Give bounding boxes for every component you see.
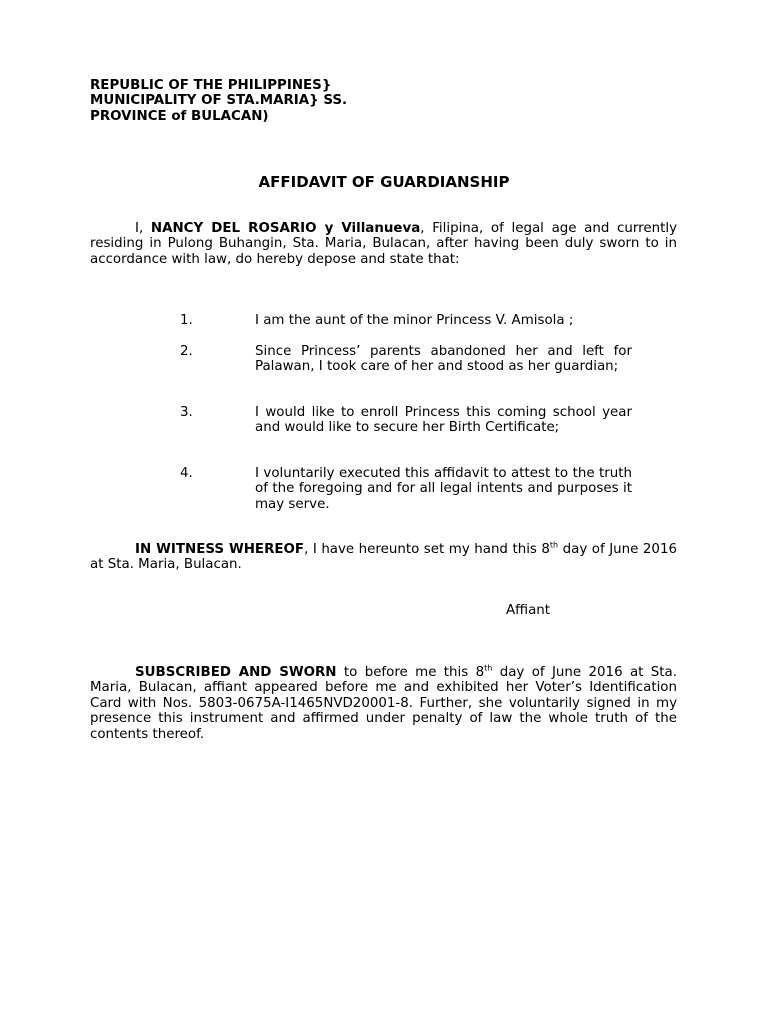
statement-number: 1.: [180, 313, 193, 328]
jurat-text-1: to before me this 8: [336, 665, 485, 680]
intro-text: , Filipina, of legal age and currently residing in Pulong Buhangin, Sta. Maria, Bulacan, after having been duly sworn to in accordance with law, do hereby depose and state that:: [90, 221, 678, 267]
statement-number: 3.: [180, 405, 193, 420]
witness-text-1: , I have hereunto set my hand this 8: [304, 542, 550, 557]
intro-prefix: I,: [135, 221, 151, 236]
statement-text: Since Princess’ parents abandoned her and left for Palawan, I took care of her and stood as her guardian;: [255, 344, 632, 375]
witness-ordinal-suffix: th: [549, 540, 559, 550]
header-line-municipality: MUNICIPALITY OF STA.MARIA} SS.: [90, 93, 348, 109]
statement-text: I voluntarily executed this affidavit to attest to the truth of the foregoing and for all legal intents and purposes it may serve.: [255, 466, 632, 512]
jurat-text-2: day of June 2016 at Sta. Maria, Bulacan, affiant appeared before me and exhibited her Voter’s Identification Card with Nos. 5803-0675A-I1465NVD20001-8. Further, she voluntarily signed in my presence this instrument and affirmed under penalty of law the whole truth of the contents thereof.: [90, 665, 677, 742]
witness-text-2: day of June 2016 at Sta. Maria, Bulacan.: [90, 542, 677, 573]
document-title: AFFIDAVIT OF GUARDIANSHIP: [258, 173, 510, 191]
header-line-province: PROVINCE of BULACAN): [90, 108, 269, 124]
affiant-signature-label: Affiant: [506, 603, 551, 618]
witness-lead: IN WITNESS WHEREOF: [135, 542, 305, 557]
statement-text: I am the aunt of the minor Princess V. Amisola ;: [255, 313, 574, 328]
statement-text: I would like to enroll Princess this coming school year and would like to secure her Birth Certificate;: [255, 405, 632, 436]
jurat-lead: SUBSCRIBED AND SWORN: [135, 665, 337, 680]
jurat-ordinal-suffix: th: [484, 663, 493, 673]
statement-number: 4.: [180, 466, 193, 481]
document-header: [90, 78, 347, 124]
intro-paragraph: [90, 221, 677, 267]
jurat-paragraph: [90, 665, 677, 742]
header-line-republic: REPUBLIC OF THE PHILIPPINES}: [90, 78, 332, 93]
witness-paragraph: [90, 542, 677, 573]
affiant-name: NANCY DEL ROSARIO y Villanueva: [150, 221, 421, 236]
statement-number: 2.: [180, 344, 193, 359]
